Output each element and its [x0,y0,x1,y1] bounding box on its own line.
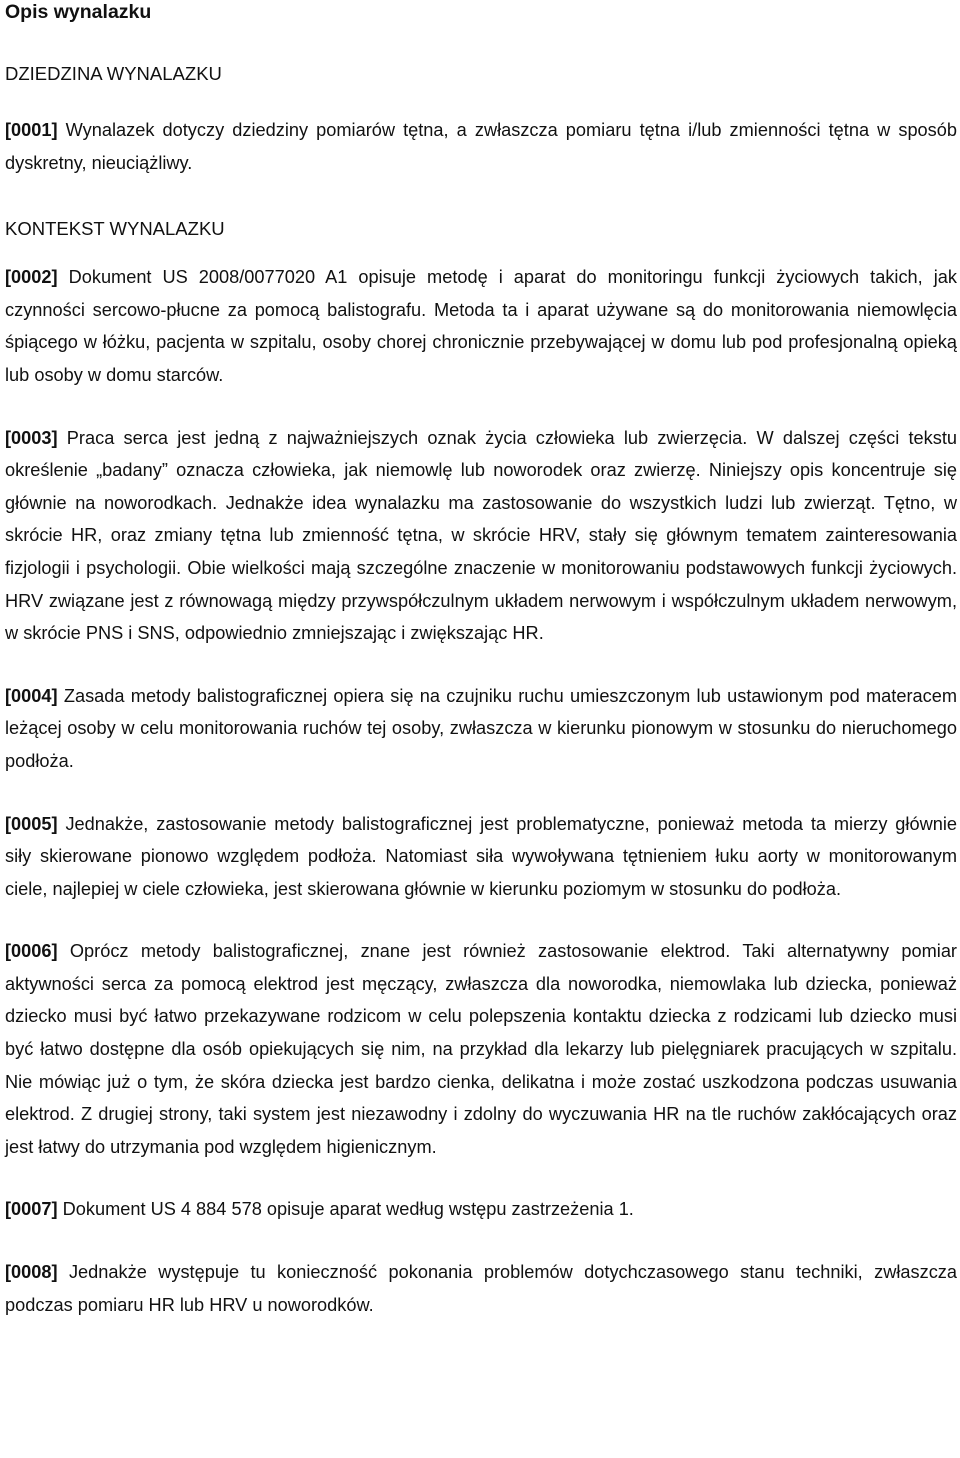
paragraph-number: [0004] [5,685,58,706]
paragraph-number: [0006] [5,941,58,962]
paragraph-0008 [5,1256,957,1321]
paragraph-text: Praca serca jest jedną z najważniejszych oznak życia człowieka lub zwierzęcia. W dalszej części tekstu określenie „badany” oznacza człowieka, jak niemowlę lub noworodek oraz zwierzę. Niniejszy opis koncentruje się głównie na noworodkach. Jednakże idea wynalazku ma zastosowanie do wszystkich ludzi lub zwierząt. Tętno, w skrócie HR, oraz zmiany tętna lub zmienność tętna, w skrócie HRV, stały się głównym tematem zainteresowania fizjologii i psychologii. Obie wielkości mają szczególne znaczenie w monitorowaniu podstawowych funkcji życiowych. HRV związane jest z równowagą między przywspółczulnym układem nerwowym i współczulnym układem nerwowym, w skrócie PNS i SNS, odpowiednio zmniejszając i zwiększając HR. [5,427,957,644]
document-page [5,0,957,1321]
paragraph-0001 [5,114,957,179]
paragraph-0004 [5,680,957,778]
paragraph-text: Wynalazek dotyczy dziedziny pomiarów tętna, a zwłaszcza pomiaru tętna i/lub zmienności tętna w sposób dyskretny, nieuciążliwy. [5,120,957,173]
paragraph-text: Jednakże, zastosowanie metody balistograficznej jest problematyczne, ponieważ metoda ta mierzy głównie siły skierowane pionowo względem podłoża. Natomiast siła wywoływana tętnieniem łuku aorty w monitorowanym ciele, najlepiej w ciele człowieka, jest skierowana głównie w kierunku poziomym w stosunku do podłoża. [5,813,957,899]
paragraph-0006 [5,935,957,1163]
paragraph-0005 [5,808,957,906]
paragraph-number: [0008] [5,1262,58,1283]
paragraph-text: Dokument US 4 884 578 opisuje aparat według wstępu zastrzeżenia 1. [57,1199,634,1220]
paragraph-text: Zasada metody balistograficznej opiera się na czujniku ruchu umieszczonym lub ustawionym pod materacem leżącej osoby w celu monitorowania ruchów tej osoby, zwłaszcza w kierunku pionowym w stosunku do nieruchomego podłoża. [5,685,957,771]
paragraph-number: [0007] [5,1199,58,1220]
paragraph-text: Dokument US 2008/0077020 A1 opisuje metodę i aparat do monitoringu funkcji życiowych takich, jak czynności sercowo-płucne za pomocą balistografu. Metoda ta i aparat używane są do monitorowania niemowlęcia śpiącego w łóżku, pacjenta w szpitalu, osoby chorej chronicznie przebywającej w domu lub pod profesjonalną opieką lub osoby w domu starców. [5,267,957,385]
paragraph-number: [0002] [5,267,58,288]
paragraph-text: Jednakże występuje tu konieczność pokonania problemów dotychczasowego stanu techniki, zwłaszcza podczas pomiaru HR lub HRV u noworodków. [5,1262,957,1315]
paragraph-number: [0003] [5,427,58,448]
paragraph-number: [0001] [5,120,58,140]
paragraph-text: Oprócz metody balistograficznej, znane jest również zastosowanie elektrod. Taki alternatywny pomiar aktywności serca za pomocą elektrod jest męczący, zwłaszcza dla noworodka, niemowlaka lub dziecka, ponieważ dziecko musi być łatwo przekazywane rodzicom w celu polepszenia kontaktu dziecka z rodzicami lub dziecko musi być łatwo dostępne dla osób opiekujących się nim, na przykład dla lekarzy lub pielęgniarek pracujących w szpitalu. Nie mówiąc już o tym, że skóra dziecka jest bardzo cienka, delikatna i może zostać uszkodzona podczas usuwania elektrod. Z drugiej strony, taki system jest niezawodny i zdolny do wyczuwania HR na tle ruchów zakłócających oraz jest łatwy do utrzymania pod względem higienicznym. [5,941,957,1157]
document-title: Opis wynalazku [5,1,152,23]
paragraph-0003 [5,422,957,650]
section-heading-background: KONTEKST WYNALAZKU [5,218,225,240]
paragraph-0002 [5,261,957,391]
paragraph-0007 [5,1193,957,1226]
section-heading-field: DZIEDZINA WYNALAZKU [5,63,222,84]
paragraph-number: [0005] [5,813,58,834]
